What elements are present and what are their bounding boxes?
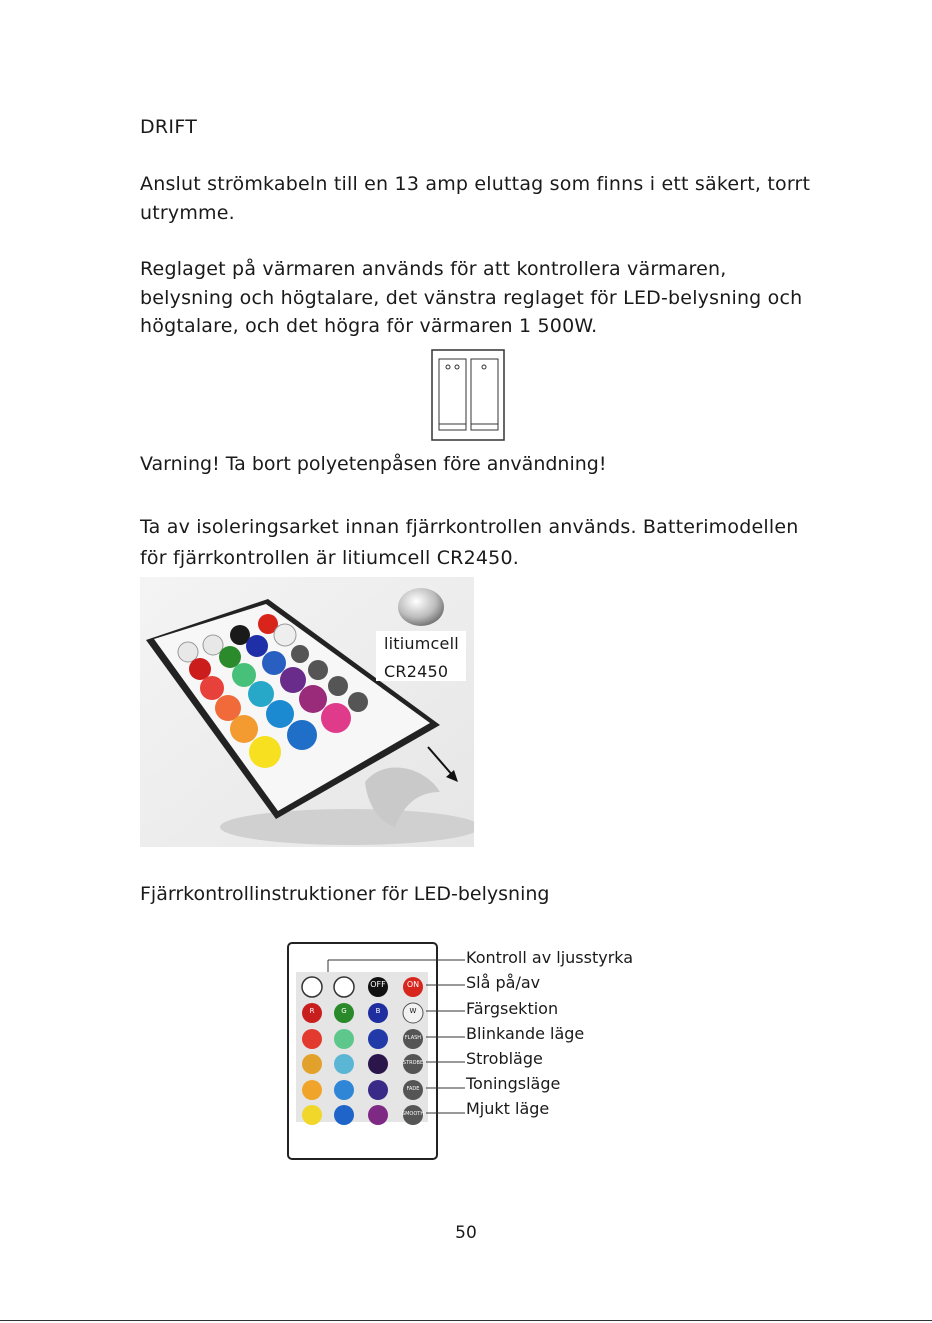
page-number: 50 — [455, 1223, 477, 1243]
w-button-label: W — [409, 1007, 417, 1015]
page-bottom-rule — [0, 1320, 932, 1321]
callout-flash-mode: Blinkande läge — [466, 1024, 585, 1043]
section-heading: DRIFT — [140, 116, 198, 138]
callout-leader-lines — [410, 950, 470, 1120]
r-button-label: R — [309, 1007, 315, 1015]
strobe-button-label: STROBE — [402, 1060, 424, 1066]
flash-button-label: FLASH — [404, 1035, 422, 1041]
remote-control-photo — [140, 577, 474, 847]
fade-button-label: FADE — [406, 1086, 420, 1092]
brightness-down-button — [334, 977, 354, 997]
b-button-label: B — [375, 1007, 381, 1015]
on-button-label: ON — [406, 980, 420, 989]
brightness-up-button — [302, 977, 322, 997]
callout-smooth-mode: Mjukt läge — [466, 1099, 550, 1118]
paragraph-switches: Reglaget på värmaren används för att kontrollera värmaren, belysning och högtalare, det vänstra reglaget för LED-belysning och högtalare, och det högra för värmaren 1 500W. — [140, 258, 803, 337]
battery-label-line1: litiumcell — [384, 634, 459, 653]
paragraph-battery: Ta av isoleringsarket innan fjärrkontrollen används. Batterimodellen för fjärrkontrollen är litiumcell CR2450. — [140, 516, 799, 569]
callout-color-section: Färgsektion — [466, 999, 559, 1018]
remote-instructions-heading: Fjärrkontrollinstruktioner för LED-belysning — [140, 883, 550, 905]
off-button-label: OFF — [370, 980, 386, 989]
callout-brightness: Kontroll av ljusstyrka — [466, 948, 634, 967]
callout-power: Slå på/av — [466, 973, 541, 992]
smooth-button-label: SMOOTH — [401, 1111, 425, 1117]
g-button-label: G — [341, 1007, 347, 1015]
callout-fade-mode: Toningsläge — [466, 1074, 561, 1093]
paragraph-power: Anslut strömkabeln till en 13 amp eluttag som finns i ett säkert, torrt utrymme. — [140, 173, 811, 224]
warning-text: Varning! Ta bort polyetenpåsen före användning! — [140, 453, 607, 475]
switch-panel-illustration — [430, 348, 508, 444]
battery-label-line2: CR2450 — [384, 662, 449, 681]
callout-strobe-mode: Strobläge — [466, 1049, 543, 1068]
